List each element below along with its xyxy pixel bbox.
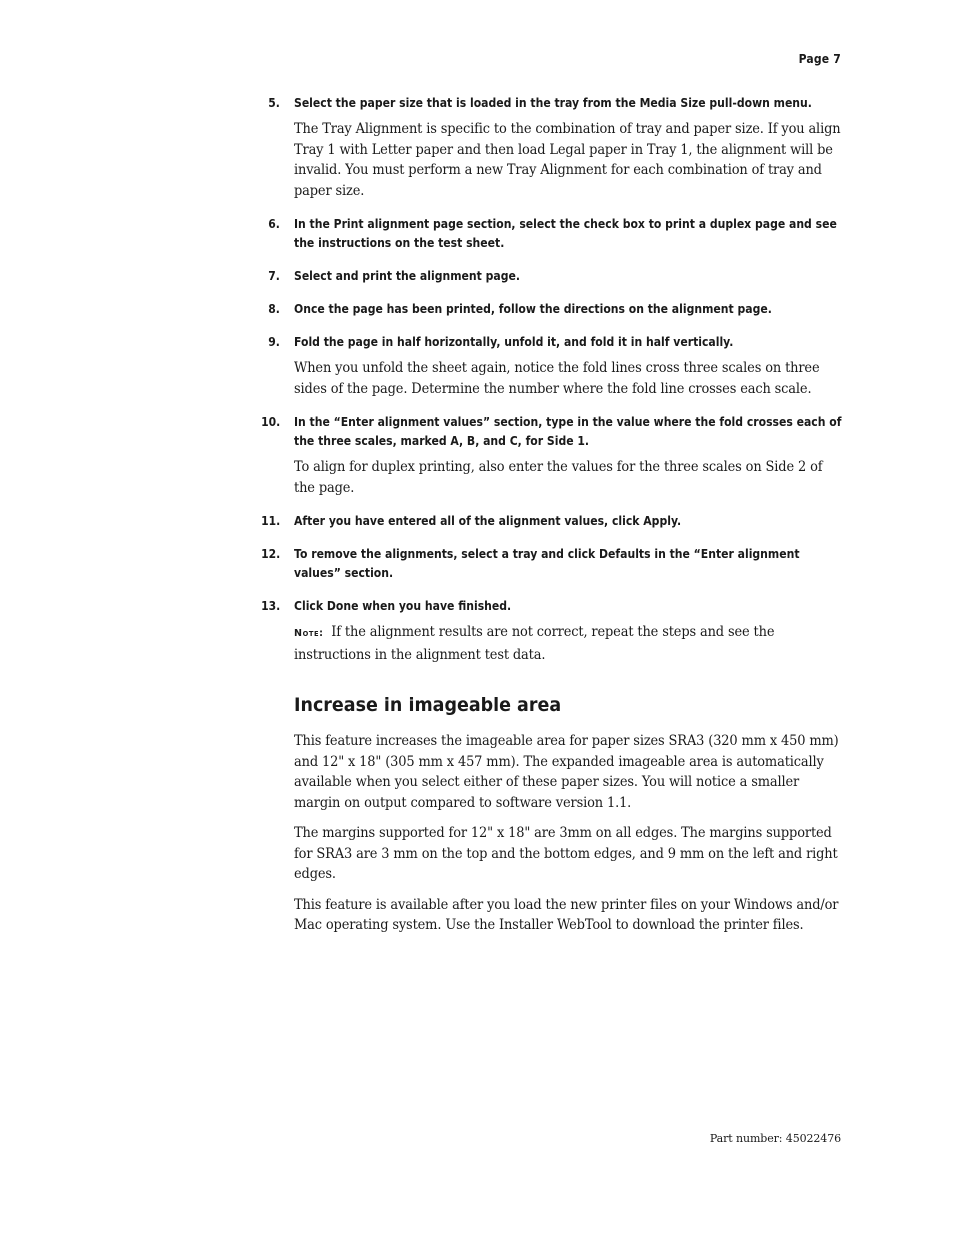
section-paragraph: This feature is available after you load the new printer files on your Windows and/or Mac operating system. Use the Installer WebTool to download the printer files. — [294, 896, 839, 933]
step-12 — [260, 545, 844, 583]
step-number: 11. — [260, 514, 280, 528]
section-paragraph: This feature increases the imageable area for paper sizes SRA3 (320 mm x 450 mm) and 12" x 18" (305 mm x 457 mm). The expanded imageable area is automatically available when you select either of these paper sizes. You will notice a smaller margin on output compared to software version 1.1. — [294, 733, 839, 811]
section-paragraph: The margins supported for 12" x 18" are 3mm on all edges. The margins supported for SRA3 are 3 mm on the top and the bottom edges, and 9 mm on the left and right edges. — [294, 825, 838, 882]
note-text: If the alignment results are not correct, repeat the steps and see the instructions in the alignment test data. — [294, 624, 775, 663]
step-title: In the “Enter alignment values” section, type in the value where the fold crosses each of the three scales, marked A, B, and C, for Side 1. — [294, 415, 842, 448]
note — [294, 622, 844, 665]
step-title: Click Done when you have finished. — [294, 599, 512, 613]
step-title: Once the page has been printed, follow the directions on the alignment page. — [294, 302, 772, 316]
step-7 — [268, 267, 844, 286]
step-number: 12. — [260, 547, 280, 561]
step-number: 5. — [268, 96, 280, 110]
step-body: To align for duplex printing, also enter the values for the three scales on Side 2 of the page. — [294, 459, 823, 496]
part-number: Part number: 45022476 — [709, 1132, 841, 1145]
step-13 — [260, 597, 844, 665]
step-10 — [260, 413, 844, 498]
step-8 — [268, 300, 844, 319]
step-5 — [268, 94, 844, 201]
step-11 — [260, 512, 844, 531]
note-label: Note: — [294, 628, 324, 639]
step-9 — [268, 333, 844, 399]
step-title: To remove the alignments, select a tray and click Defaults in the “Enter alignment values” section. — [294, 547, 800, 580]
step-title: After you have entered all of the alignment values, click Apply. — [294, 514, 682, 528]
step-title: In the Print alignment page section, select the check box to print a duplex page and see the instructions on the test sheet. — [294, 217, 837, 250]
step-title: Select and print the alignment page. — [294, 269, 520, 283]
step-number: 8. — [268, 302, 280, 316]
page-number: Page 7 — [798, 52, 841, 66]
step-number: 13. — [260, 599, 280, 613]
step-number: 10. — [260, 415, 280, 429]
step-6 — [268, 215, 844, 253]
step-body: When you unfold the sheet again, notice the fold lines cross three scales on three sides of the page. Determine the number where the fold line crosses each scale. — [294, 360, 820, 397]
step-number: 6. — [268, 217, 280, 231]
section-heading: Increase in imageable area — [294, 694, 562, 716]
step-title: Select the paper size that is loaded in the tray from the Media Size pull-down menu. — [294, 96, 812, 110]
step-body: The Tray Alignment is specific to the combination of tray and paper size. If you align Tray 1 with Letter paper and then load Legal paper in Tray 1, the alignment will be invalid. You must perform a new Tray Alignment for each combination of tray and paper size. — [294, 121, 841, 199]
step-title: Fold the page in half horizontally, unfold it, and fold it in half vertically. — [294, 335, 734, 349]
step-number: 7. — [268, 269, 280, 283]
step-number: 9. — [268, 335, 280, 349]
document-body — [260, 94, 844, 946]
